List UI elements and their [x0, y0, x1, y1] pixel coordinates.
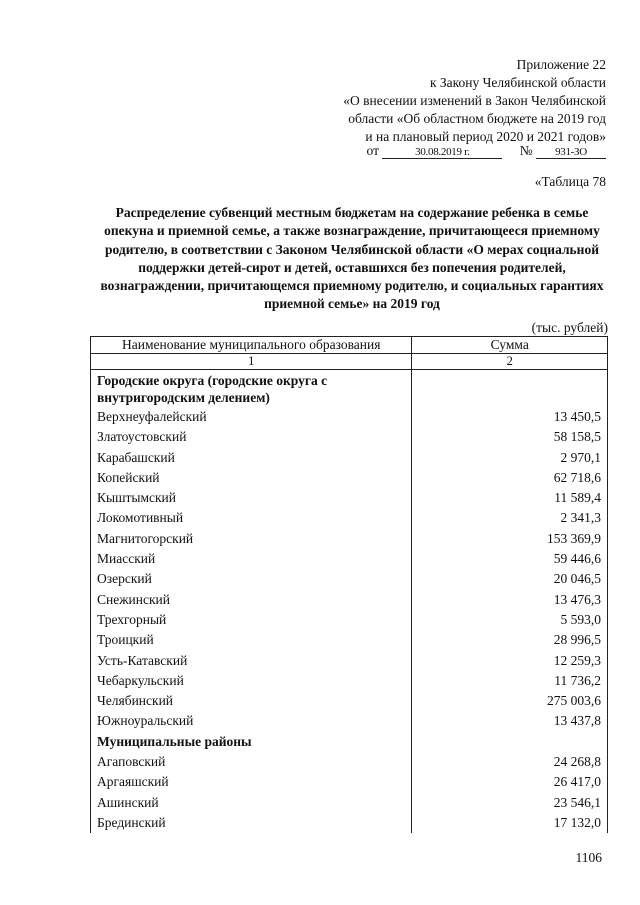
row-value: 23 546,1 [412, 793, 608, 813]
order-line [367, 143, 607, 159]
row-value: 275 003,6 [412, 691, 608, 711]
table-row [91, 488, 608, 508]
row-value: 13 437,8 [412, 711, 608, 731]
table-row [91, 651, 608, 671]
table-row [91, 671, 608, 691]
row-name: Трехгорный [91, 610, 412, 630]
column-header-name: Наименование муниципального образования [91, 337, 412, 354]
row-name: Снежинский [91, 590, 412, 610]
row-value: 24 268,8 [412, 752, 608, 772]
table-row [91, 590, 608, 610]
row-value: 26 417,0 [412, 772, 608, 792]
row-value: 58 158,5 [412, 427, 608, 447]
row-name: Миасский [91, 549, 412, 569]
row-value: 62 718,6 [412, 468, 608, 488]
table-row [91, 448, 608, 468]
table-row [91, 569, 608, 589]
row-value: 5 593,0 [412, 610, 608, 630]
group-row-urban [91, 370, 608, 408]
row-value: 11 589,4 [412, 488, 608, 508]
row-value: 59 446,6 [412, 549, 608, 569]
table-row [91, 610, 608, 630]
group-label: Городские округа (городские округа с внутригородским делением) [91, 370, 412, 408]
page-number: 1106 [575, 850, 602, 865]
row-name: Аргаяшский [91, 772, 412, 792]
appendix-line: к Закону Челябинской области [429, 75, 606, 90]
group-row-districts [91, 732, 608, 752]
order-number: 931-ЗО [536, 146, 606, 159]
column-header-sum: Сумма [412, 337, 608, 354]
row-value: 13 476,3 [412, 590, 608, 610]
row-name: Чебаркульский [91, 671, 412, 691]
row-name: Карабашский [91, 448, 412, 468]
number-label: № [519, 143, 533, 158]
table-row [91, 772, 608, 792]
row-value: 28 996,5 [412, 630, 608, 650]
table-row [91, 427, 608, 447]
appendix-header [276, 56, 606, 146]
order-date: 30.08.2019 г. [382, 146, 502, 159]
row-name: Брединский [91, 813, 412, 833]
row-value: 2 341,3 [412, 508, 608, 528]
column-number: 1 [91, 354, 412, 370]
appendix-line: Приложение 22 [516, 57, 606, 72]
table-label: «Таблица 78 [534, 174, 606, 189]
row-name: Кыштымский [91, 488, 412, 508]
table-row [91, 793, 608, 813]
row-name: Челябинский [91, 691, 412, 711]
table-row [91, 549, 608, 569]
row-value: 153 369,9 [412, 529, 608, 549]
table-row [91, 407, 608, 427]
subvention-table [90, 336, 608, 833]
table-row [91, 813, 608, 833]
table-row [91, 508, 608, 528]
row-value: 2 970,1 [412, 448, 608, 468]
row-value: 12 259,3 [412, 651, 608, 671]
row-name: Усть-Катавский [91, 651, 412, 671]
row-value: 13 450,5 [412, 407, 608, 427]
table-row [91, 468, 608, 488]
row-name: Агаповский [91, 752, 412, 772]
row-name: Локомотивный [91, 508, 412, 528]
row-name: Троицкий [91, 630, 412, 650]
table-row [91, 691, 608, 711]
row-value: 20 046,5 [412, 569, 608, 589]
table-row [91, 630, 608, 650]
units-label: (тыс. рублей) [531, 320, 608, 335]
row-name: Магнитогорский [91, 529, 412, 549]
row-value: 11 736,2 [412, 671, 608, 691]
table-row [91, 752, 608, 772]
row-name: Ашинский [91, 793, 412, 813]
from-label: от [366, 143, 379, 158]
group-label: Муниципальные районы [91, 732, 412, 752]
row-name: Южноуральский [91, 711, 412, 731]
appendix-line: и на плановый период 2020 и 2021 годов» [365, 129, 606, 144]
table-row [91, 711, 608, 731]
row-name: Златоустовский [91, 427, 412, 447]
document-title: Распределение субвенций местным бюджетам на содержание ребенка в семье опекуна и приемной семье, а также вознаграждение, причитающееся приемному родителю, в соответствии с Законом Челябинской области «О мерах социальной поддержки детей-сирот и детей, оставшихся без попечения родителей, вознаграждении, причитающемся приемному родителю, и социальных гарантиях приемной семье» на 2019 год [100, 205, 604, 312]
row-value: 17 132,0 [412, 813, 608, 833]
appendix-line: «О внесении изменений в Закон Челябинской [343, 93, 606, 108]
appendix-line: области «Об областном бюджете на 2019 год [348, 111, 606, 126]
row-name: Копейский [91, 468, 412, 488]
row-name: Верхнеуфалейский [91, 407, 412, 427]
column-number: 2 [412, 354, 608, 370]
row-name: Озерский [91, 569, 412, 589]
table-row [91, 529, 608, 549]
